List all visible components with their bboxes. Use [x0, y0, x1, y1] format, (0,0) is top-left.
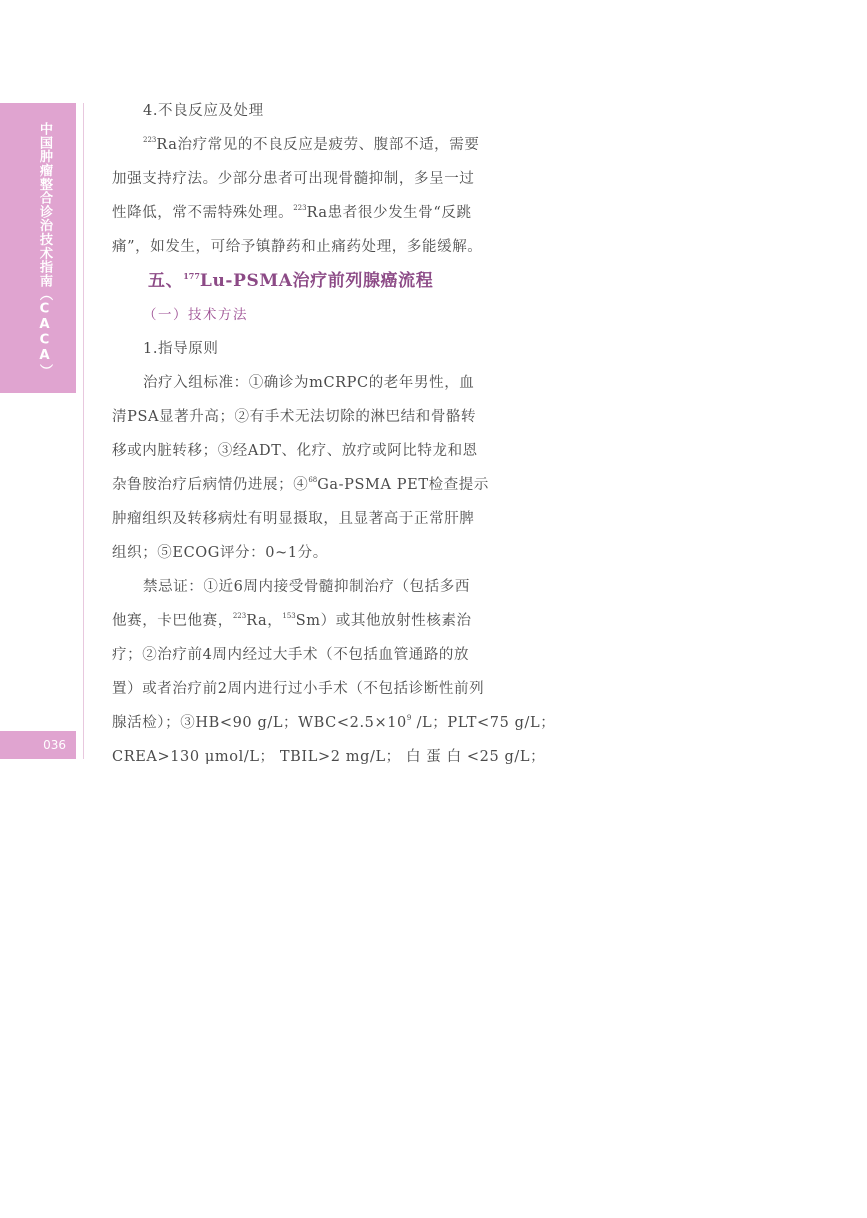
page-number: 036: [0, 731, 76, 759]
paragraph-line: 治疗入组标准：①确诊为mCRPC的老年男性，血: [143, 375, 475, 391]
paragraph-line: 腺活检）；③HB<90 g/L；$WBC<2.5\times 10^9$ /L；PLT<75 g/L；: [112, 714, 556, 731]
paragraph-line: 痛”，如发生，可给予镇静药和止痛药处理，多能缓解。: [112, 239, 483, 255]
paragraph-line: 加强支持疗法。少部分患者可出现骨髓抑制，多呈一过: [112, 171, 475, 187]
subsection-heading: （一）技术方法: [143, 307, 248, 323]
section-number: 4.不良反应及处理: [143, 103, 264, 119]
paragraph-line: 肿瘤组织及转移病灶有明显摄取，且显著高于正常肝脾: [112, 511, 475, 527]
paragraph-line: 疗；②治疗前4周内经过大手术（不包括血管通路的放: [112, 647, 470, 663]
paragraph-line: CREA>130 μmol/L； TBIL>2 mg/L； 白 蛋 白 <25 g/L；: [112, 749, 546, 765]
paragraph-line: 组织；⑤ECOG评分：0~1分。: [112, 545, 328, 561]
main-text: [112, 98, 556, 778]
section-heading: 五、$^{177}$Lu-PSMA治疗前列腺癌流程: [148, 271, 434, 291]
paragraph-line: 置）或者治疗前2周内进行过小手术（不包括诊断性前列: [112, 681, 485, 697]
paragraph-line: 他赛，卡巴他赛，$^{223}$Ra，$^{153}$Sm）或其他放射性核素治: [112, 612, 472, 629]
paragraph-line: 清PSA显著升高；②有手术无法切除的淋巴结和骨骼转: [112, 409, 477, 425]
section-number: 1.指导原则: [143, 341, 219, 357]
book-title: 中国肿瘤整合诊治技术指南（CACA）: [37, 122, 52, 378]
paragraph-line: $^{223}$Ra治疗常见的不良反应是疲劳、腹部不适，需要: [143, 136, 480, 153]
paragraph-line: 性降低，常不需特殊处理。$^{223}$Ra患者很少发生骨“反跳: [112, 204, 472, 221]
paragraph-line: 移或内脏转移；③经ADT、化疗、放疗或阿比特龙和恩: [112, 443, 478, 459]
margin-rule: [83, 103, 84, 759]
paragraph-line: 禁忌证：①近6周内接受骨髓抑制治疗（包括多西: [143, 579, 470, 595]
paragraph-line: 杂鲁胺治疗后病情仍进展；④$^{68}$Ga-PSMA PET检查提示: [112, 476, 489, 493]
